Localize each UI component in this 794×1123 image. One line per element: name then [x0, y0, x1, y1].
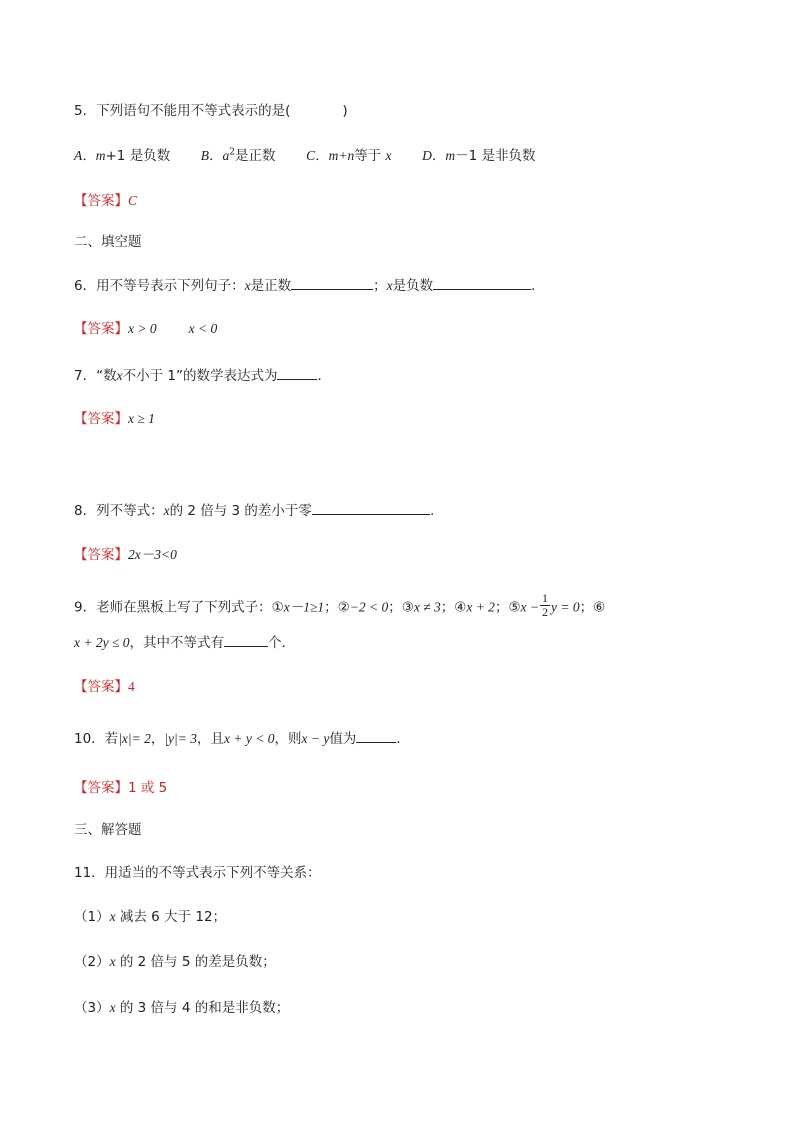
question-11-part-2: （2）x 的 2 倍与 5 的差是负数；	[74, 954, 276, 970]
answer-label: 【答案】	[74, 411, 128, 427]
answer-blank[interactable]	[224, 632, 268, 647]
question-6-answer	[74, 319, 217, 339]
answer-blank[interactable]	[312, 500, 430, 515]
question-11-stem: 11．用适当的不等式表示下列不等关系：	[74, 865, 321, 881]
answer-label: 【答案】	[74, 547, 128, 563]
question-10-stem: 10．若|x|= 2，|y|= 3，且x + y < 0，则x − y值为 ．	[74, 728, 410, 749]
answer-label: 【答案】	[74, 321, 128, 337]
question-5-stem	[74, 101, 348, 121]
question-5-answer	[74, 191, 137, 211]
answer-value: x > 0	[128, 321, 157, 336]
answer-label: 【答案】	[74, 780, 128, 796]
option-a: A．m+1 是负数	[74, 148, 171, 164]
question-11-part-3: （3）x 的 3 倍与 4 的和是非负数；	[74, 1000, 290, 1016]
answer-value: x < 0	[188, 321, 218, 336]
answer-value: x ≥ 1	[128, 411, 155, 426]
question-8-answer	[74, 545, 177, 565]
question-6-stem: 6．用不等号表示下列句子：x是正数 ；x是负数 ．	[74, 275, 545, 296]
question-9-stem: 9．老师在黑板上写了下列式子：①x－1≥1；②−2 < 0；③x ≠ 3；④x + 2；⑤x − $\frac{1}{2}$ y = 0；⑥	[74, 591, 606, 619]
option-b: B．$a^2$是正数	[200, 147, 276, 164]
section-title-fill-in: 二、填空题	[74, 234, 142, 250]
question-5-text: 5．下列语句不能用不等式表示的是(	[74, 103, 291, 119]
option-c: C．m+n等于 x	[306, 148, 392, 164]
question-11-part-1: （1）x 减去 6 大于 12；	[74, 909, 227, 925]
answer-blank[interactable]	[277, 365, 317, 380]
question-8-stem: 8．列不等式：x的 2 倍与 3 的差小于零 .	[74, 500, 434, 521]
fraction-one-half: $\frac{1}{2}$	[542, 591, 549, 619]
answer-value: 1 或 5	[128, 780, 168, 796]
question-9-stem-line2: x + 2y ≤ 0，其中不等式有 个．	[74, 632, 295, 653]
option-d: D．m－1 是非负数	[422, 148, 536, 164]
answer-value: C	[128, 193, 138, 208]
question-5-close: )	[342, 103, 348, 119]
question-10-answer	[74, 778, 167, 798]
answer-blank[interactable]	[356, 728, 396, 743]
answer-blank[interactable]	[291, 275, 373, 290]
question-7-stem: 7．“数x不小于 1”的数学表达式为 ．	[74, 365, 331, 386]
question-9-answer	[74, 677, 135, 697]
answer-value: 4	[128, 679, 135, 694]
question-7-answer	[74, 409, 155, 429]
question-5-options	[74, 146, 536, 166]
answer-label: 【答案】	[74, 679, 128, 695]
answer-value: 2x－3<0	[128, 547, 177, 562]
section-title-solve: 三、解答题	[74, 822, 142, 838]
answer-blank[interactable]	[433, 275, 531, 290]
answer-label: 【答案】	[74, 193, 128, 209]
